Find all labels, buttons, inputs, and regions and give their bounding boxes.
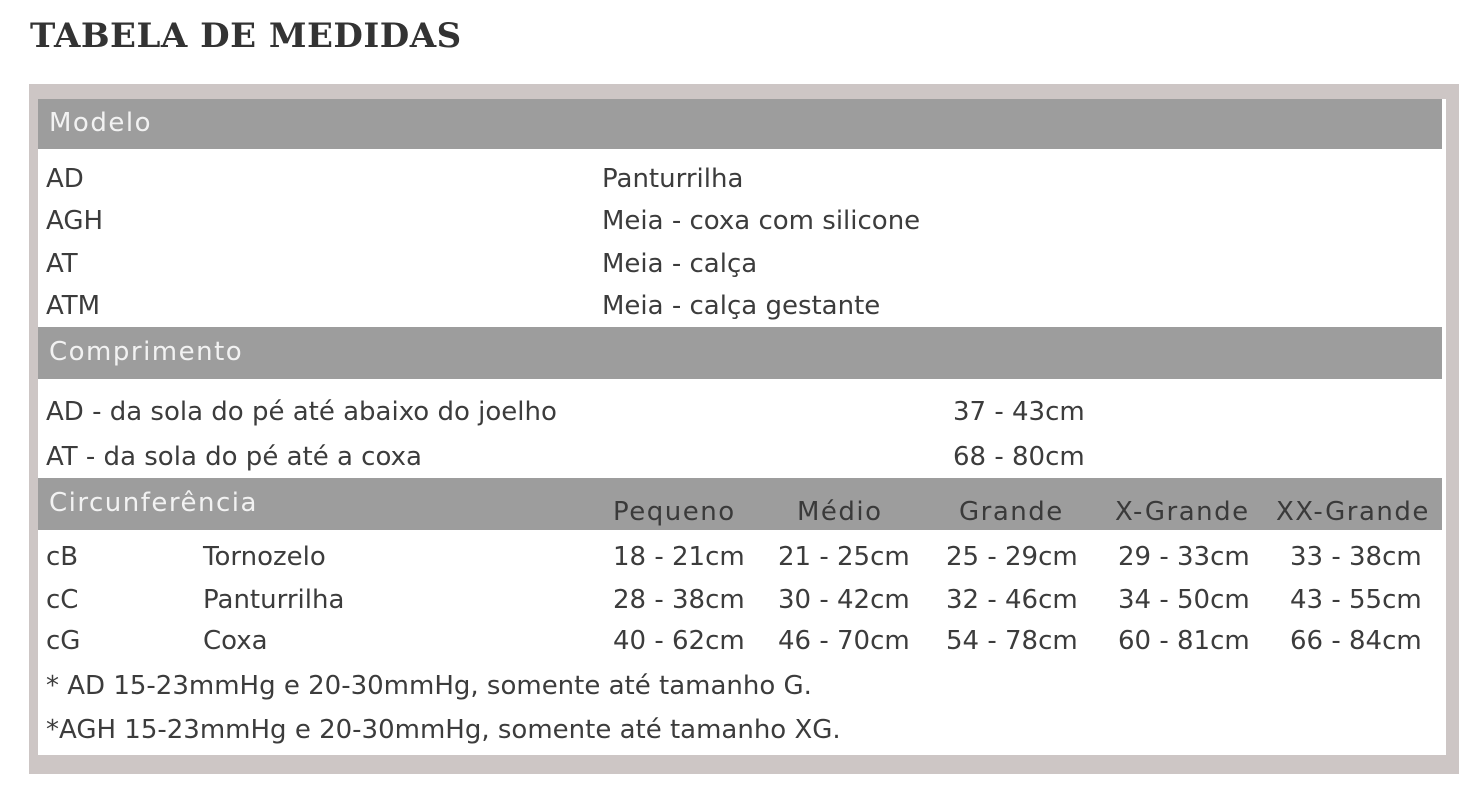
circ-part: Panturrilha [203,585,345,615]
section-title-circunferencia: Circunferência [49,488,258,518]
circ-value: 66 - 84cm [1290,626,1422,656]
size-header-xx-grande: XX-Grande [1276,497,1430,527]
modelo-code: ATM [46,291,101,321]
modelo-description: Meia - calça gestante [602,291,881,321]
circ-value: 32 - 46cm [946,585,1078,615]
footnote: * AD 15-23mmHg e 20-30mmHg, somente até tamanho G. [46,671,812,701]
circ-value: 40 - 62cm [613,626,745,656]
modelo-code: AT [46,249,78,279]
comprimento-description: AT - da sola do pé até a coxa [46,442,422,472]
modelo-description: Meia - calça [602,249,758,279]
modelo-code: AD [46,164,84,194]
circ-value: 46 - 70cm [778,626,910,656]
section-title-comprimento: Comprimento [49,337,244,367]
circ-value: 54 - 78cm [946,626,1078,656]
page-title: TABELA DE MEDIDAS [30,16,462,56]
section-title-modelo: Modelo [49,108,152,138]
circ-code: cC [46,585,79,615]
circ-value: 28 - 38cm [613,585,745,615]
comprimento-value: 37 - 43cm [953,397,1085,427]
modelo-description: Panturrilha [602,164,744,194]
circ-value: 33 - 38cm [1290,542,1422,572]
comprimento-value: 68 - 80cm [953,442,1085,472]
circ-part: Tornozelo [203,542,326,572]
circ-value: 18 - 21cm [613,542,745,572]
circ-value: 25 - 29cm [946,542,1078,572]
circ-value: 60 - 81cm [1118,626,1250,656]
circ-value: 29 - 33cm [1118,542,1250,572]
section-header-modelo [38,99,1442,149]
circ-value: 21 - 25cm [778,542,910,572]
modelo-description: Meia - coxa com silicone [602,206,921,236]
circ-part: Coxa [203,626,268,656]
circ-value: 43 - 55cm [1290,585,1422,615]
section-header-comprimento [38,327,1442,379]
modelo-code: AGH [46,206,104,236]
circ-value: 30 - 42cm [778,585,910,615]
comprimento-description: AD - da sola do pé até abaixo do joelho [46,397,557,427]
size-header-x-grande: X-Grande [1115,497,1250,527]
size-header-medio: Médio [797,497,883,527]
footnote: *AGH 15-23mmHg e 20-30mmHg, somente até tamanho XG. [46,715,841,745]
circ-code: cG [46,626,81,656]
size-header-pequeno: Pequeno [613,497,736,527]
circ-value: 34 - 50cm [1118,585,1250,615]
circ-code: cB [46,542,79,572]
size-header-grande: Grande [959,497,1064,527]
